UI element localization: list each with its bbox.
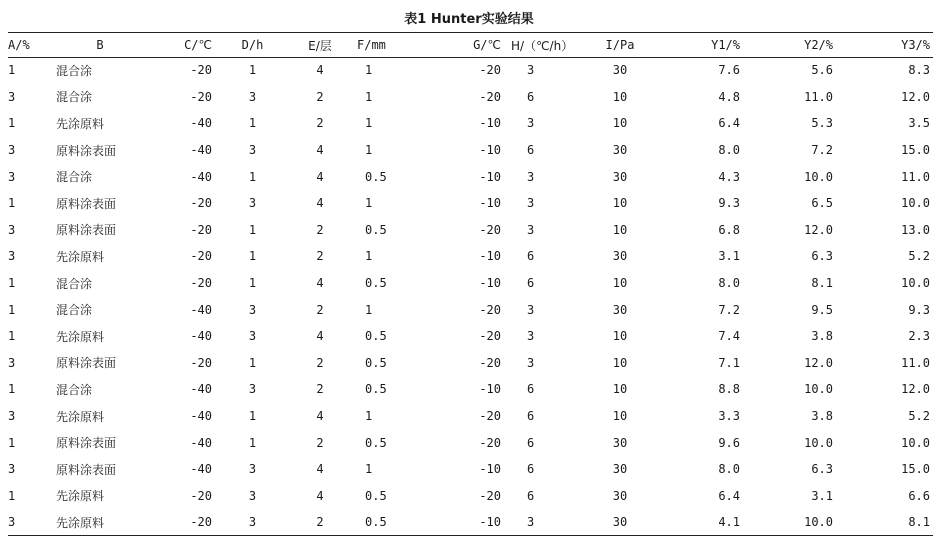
cell-y3: 13.0 — [901, 222, 930, 237]
cell-y3: 9.3 — [908, 302, 930, 317]
table-row — [8, 323, 933, 350]
cell-e: 2 — [316, 382, 324, 397]
cell-y3: 6.6 — [908, 488, 930, 503]
cell-a: 1 — [8, 329, 16, 344]
cell-f: 0.5 — [365, 276, 387, 291]
results-table — [8, 33, 933, 536]
cell-e: 2 — [316, 435, 324, 450]
cell-h: 3 — [527, 515, 535, 530]
cell-i: 10 — [612, 196, 628, 211]
cell-b: 混合涂 — [56, 303, 93, 318]
cell-d: 3 — [248, 302, 257, 317]
cell-d: 3 — [248, 382, 257, 397]
cell-h: 3 — [527, 329, 535, 344]
cell-i: 10 — [612, 329, 628, 344]
cell-g: -10 — [479, 196, 501, 211]
cell-y3: 12.0 — [901, 89, 930, 104]
table-row — [8, 190, 933, 217]
cell-y2: 3.8 — [811, 409, 833, 424]
table-body — [8, 57, 933, 536]
cell-d: 3 — [248, 462, 257, 477]
cell-y3: 5.2 — [908, 409, 930, 424]
cell-f: 1 — [365, 302, 373, 317]
cell-c: -20 — [190, 488, 212, 503]
cell-a: 1 — [8, 276, 16, 291]
cell-f: 1 — [365, 249, 373, 264]
cell-a: 3 — [8, 462, 16, 477]
cell-g: -20 — [479, 329, 501, 344]
cell-g: -20 — [479, 435, 501, 450]
cell-i: 30 — [612, 249, 628, 264]
table-row — [8, 84, 933, 111]
cell-e: 4 — [316, 143, 324, 158]
cell-d: 3 — [248, 196, 257, 211]
table-row — [8, 509, 933, 536]
cell-d: 1 — [248, 63, 257, 78]
cell-e: 2 — [316, 222, 324, 237]
cell-i: 30 — [612, 143, 628, 158]
cell-d: 1 — [248, 409, 257, 424]
cell-y2: 11.0 — [804, 89, 833, 104]
cell-c: -40 — [190, 409, 212, 424]
cell-y2: 12.0 — [804, 355, 833, 370]
cell-y3: 11.0 — [901, 355, 930, 370]
cell-y3: 15.0 — [901, 143, 930, 158]
cell-g: -20 — [479, 222, 501, 237]
cell-y3: 12.0 — [901, 382, 930, 397]
cell-c: -40 — [190, 382, 212, 397]
cell-y1: 6.4 — [718, 116, 740, 131]
cell-a: 3 — [8, 515, 16, 530]
cell-y1: 3.1 — [718, 249, 740, 264]
cell-y2: 5.6 — [811, 63, 833, 78]
cell-f: 0.5 — [365, 355, 387, 370]
cell-y2: 6.3 — [811, 462, 833, 477]
cell-d: 3 — [248, 488, 257, 503]
cell-g: -20 — [479, 63, 501, 78]
cell-b: 混合涂 — [56, 170, 93, 185]
cell-y3: 15.0 — [901, 462, 930, 477]
cell-y2: 12.0 — [804, 222, 833, 237]
cell-y1: 4.3 — [718, 169, 740, 184]
cell-h: 6 — [527, 409, 535, 424]
cell-d: 1 — [248, 222, 257, 237]
cell-i: 10 — [612, 409, 628, 424]
cell-g: -10 — [479, 249, 501, 264]
cell-y1: 8.0 — [718, 462, 740, 477]
col-header-f: F/mm — [357, 38, 386, 52]
cell-b: 先涂原料 — [56, 249, 105, 264]
cell-f: 1 — [365, 462, 373, 477]
col-header-d: D/h — [241, 38, 264, 52]
col-header-a: A/% — [8, 38, 30, 52]
cell-g: -10 — [479, 143, 501, 158]
cell-g: -10 — [479, 169, 501, 184]
cell-i: 10 — [612, 222, 628, 237]
cell-c: -40 — [190, 329, 212, 344]
cell-a: 3 — [8, 143, 16, 158]
cell-c: -40 — [190, 462, 212, 477]
cell-y3: 11.0 — [901, 169, 930, 184]
cell-y2: 10.0 — [804, 169, 833, 184]
cell-g: -10 — [479, 276, 501, 291]
cell-f: 0.5 — [365, 222, 387, 237]
cell-y2: 10.0 — [804, 382, 833, 397]
table-row — [8, 270, 933, 297]
cell-y3: 10.0 — [901, 276, 930, 291]
table-row — [8, 163, 933, 190]
cell-y2: 7.2 — [811, 143, 833, 158]
cell-d: 1 — [248, 355, 257, 370]
col-header-e: E/层 — [308, 38, 332, 53]
table-row — [8, 217, 933, 244]
cell-c: -40 — [190, 435, 212, 450]
cell-b: 先涂原料 — [56, 409, 105, 424]
cell-y3: 5.2 — [908, 249, 930, 264]
cell-a: 1 — [8, 116, 16, 131]
cell-g: -10 — [479, 382, 501, 397]
cell-b: 先涂原料 — [56, 116, 105, 131]
cell-e: 4 — [316, 462, 324, 477]
cell-h: 6 — [527, 435, 535, 450]
cell-h: 3 — [527, 63, 535, 78]
cell-i: 30 — [612, 63, 628, 78]
cell-e: 4 — [316, 488, 324, 503]
cell-h: 3 — [527, 222, 535, 237]
cell-c: -20 — [190, 515, 212, 530]
cell-f: 0.5 — [365, 329, 387, 344]
cell-y3: 10.0 — [901, 196, 930, 211]
cell-y3: 8.1 — [908, 515, 930, 530]
cell-i: 30 — [612, 302, 628, 317]
cell-e: 2 — [316, 355, 324, 370]
cell-d: 1 — [248, 435, 257, 450]
cell-i: 10 — [612, 89, 628, 104]
cell-b: 原料涂表面 — [56, 356, 117, 371]
cell-h: 3 — [527, 302, 535, 317]
cell-y1: 6.4 — [718, 488, 740, 503]
cell-e: 4 — [316, 409, 324, 424]
cell-i: 30 — [612, 462, 628, 477]
cell-y1: 3.3 — [718, 409, 740, 424]
cell-h: 6 — [527, 89, 535, 104]
table-row — [8, 110, 933, 137]
cell-i: 30 — [612, 488, 628, 503]
cell-y1: 7.6 — [718, 63, 740, 78]
cell-g: -20 — [479, 89, 501, 104]
cell-f: 0.5 — [365, 488, 387, 503]
cell-b: 先涂原料 — [56, 489, 105, 504]
col-header-b: B — [96, 38, 104, 52]
table-row — [8, 403, 933, 430]
cell-y1: 6.8 — [718, 222, 740, 237]
cell-e: 2 — [316, 515, 324, 530]
cell-y2: 10.0 — [804, 515, 833, 530]
cell-d: 3 — [248, 89, 257, 104]
cell-a: 1 — [8, 382, 16, 397]
cell-e: 2 — [316, 302, 324, 317]
cell-d: 3 — [248, 515, 257, 530]
table-row — [8, 456, 933, 483]
cell-c: -20 — [190, 276, 212, 291]
cell-i: 10 — [612, 382, 628, 397]
cell-y2: 5.3 — [811, 116, 833, 131]
cell-a: 3 — [8, 169, 16, 184]
cell-a: 3 — [8, 409, 16, 424]
cell-i: 30 — [612, 515, 628, 530]
cell-h: 6 — [527, 382, 535, 397]
cell-a: 3 — [8, 355, 16, 370]
cell-y3: 10.0 — [901, 435, 930, 450]
table-row — [8, 296, 933, 323]
cell-b: 原料涂表面 — [56, 462, 117, 477]
cell-a: 1 — [8, 302, 16, 317]
cell-a: 3 — [8, 89, 16, 104]
cell-y1: 8.0 — [718, 276, 740, 291]
cell-a: 1 — [8, 196, 16, 211]
cell-b: 原料涂表面 — [56, 436, 117, 451]
cell-i: 10 — [612, 116, 628, 131]
cell-h: 6 — [527, 462, 535, 477]
cell-c: -20 — [190, 249, 212, 264]
cell-y1: 4.1 — [718, 515, 740, 530]
cell-y1: 9.3 — [718, 196, 740, 211]
cell-d: 3 — [248, 143, 257, 158]
cell-g: -10 — [479, 462, 501, 477]
cell-a: 3 — [8, 222, 16, 237]
cell-e: 2 — [316, 249, 324, 264]
cell-i: 30 — [612, 169, 628, 184]
cell-y2: 3.8 — [811, 329, 833, 344]
cell-a: 1 — [8, 488, 16, 503]
cell-g: -20 — [479, 488, 501, 503]
table-row — [8, 243, 933, 270]
table-row — [8, 376, 933, 403]
cell-c: -20 — [190, 222, 212, 237]
table-row — [8, 483, 933, 510]
cell-f: 1 — [365, 116, 373, 131]
table-row — [8, 429, 933, 456]
cell-f: 0.5 — [365, 382, 387, 397]
col-header-c: C/℃ — [184, 38, 212, 52]
cell-y1: 4.8 — [718, 89, 740, 104]
cell-b: 先涂原料 — [56, 515, 105, 530]
cell-y2: 6.5 — [811, 196, 833, 211]
cell-d: 1 — [248, 249, 257, 264]
cell-h: 3 — [527, 169, 535, 184]
cell-e: 2 — [316, 89, 324, 104]
cell-c: -20 — [190, 196, 212, 211]
cell-g: -20 — [479, 355, 501, 370]
header-row — [8, 33, 933, 57]
cell-a: 3 — [8, 249, 16, 264]
cell-a: 1 — [8, 435, 16, 450]
cell-b: 混合涂 — [56, 276, 93, 291]
cell-e: 4 — [316, 196, 324, 211]
col-header-y1: Y1/% — [711, 38, 740, 52]
cell-d: 3 — [248, 329, 257, 344]
cell-d: 1 — [248, 169, 257, 184]
cell-e: 4 — [316, 63, 324, 78]
cell-i: 10 — [612, 276, 628, 291]
cell-y1: 7.4 — [718, 329, 740, 344]
cell-h: 6 — [527, 488, 535, 503]
cell-h: 6 — [527, 249, 535, 264]
cell-b: 混合涂 — [56, 90, 93, 105]
cell-h: 6 — [527, 276, 535, 291]
cell-c: -40 — [190, 302, 212, 317]
cell-y2: 3.1 — [811, 488, 833, 503]
cell-b: 原料涂表面 — [56, 143, 117, 158]
cell-h: 6 — [527, 143, 535, 158]
cell-f: 1 — [365, 89, 373, 104]
cell-b: 混合涂 — [56, 63, 93, 78]
cell-c: -20 — [190, 355, 212, 370]
cell-g: -20 — [479, 409, 501, 424]
cell-y1: 8.8 — [718, 382, 740, 397]
col-header-i: I/Pa — [605, 38, 635, 52]
cell-b: 先涂原料 — [56, 329, 105, 344]
cell-f: 0.5 — [365, 435, 387, 450]
cell-a: 1 — [8, 63, 16, 78]
cell-g: -10 — [479, 116, 501, 131]
cell-c: -40 — [190, 116, 212, 131]
cell-e: 4 — [316, 169, 324, 184]
cell-e: 4 — [316, 276, 324, 291]
table-title: 表1 Hunter实验结果 — [404, 12, 534, 27]
cell-y2: 9.5 — [811, 302, 833, 317]
cell-d: 1 — [248, 116, 257, 131]
col-header-y2: Y2/% — [804, 38, 833, 52]
cell-e: 2 — [316, 116, 324, 131]
cell-b: 混合涂 — [56, 382, 93, 397]
cell-c: -20 — [190, 89, 212, 104]
cell-f: 0.5 — [365, 515, 387, 530]
cell-e: 4 — [316, 329, 324, 344]
cell-i: 10 — [612, 355, 628, 370]
cell-b: 原料涂表面 — [56, 223, 117, 238]
col-header-g: G/℃ — [473, 38, 501, 52]
cell-f: 0.5 — [365, 169, 387, 184]
cell-y1: 9.6 — [718, 435, 740, 450]
table-row — [8, 350, 933, 377]
cell-y2: 10.0 — [804, 435, 833, 450]
cell-b: 原料涂表面 — [56, 196, 117, 211]
cell-c: -40 — [190, 169, 212, 184]
cell-f: 1 — [365, 196, 373, 211]
col-header-y3: Y3/% — [901, 38, 930, 52]
cell-y1: 7.2 — [718, 302, 740, 317]
col-header-h: H/（℃/h） — [511, 38, 574, 53]
cell-y3: 3.5 — [908, 116, 930, 131]
cell-h: 3 — [527, 116, 535, 131]
cell-f: 1 — [365, 63, 373, 78]
cell-y3: 8.3 — [908, 63, 930, 78]
cell-h: 3 — [527, 196, 535, 211]
table-row — [8, 137, 933, 164]
cell-c: -40 — [190, 143, 212, 158]
cell-g: -20 — [479, 302, 501, 317]
cell-c: -20 — [190, 63, 212, 78]
cell-y2: 6.3 — [811, 249, 833, 264]
cell-f: 1 — [365, 409, 373, 424]
cell-f: 1 — [365, 143, 373, 158]
cell-i: 30 — [612, 435, 628, 450]
cell-y3: 2.3 — [908, 329, 930, 344]
cell-g: -10 — [479, 515, 501, 530]
cell-y1: 7.1 — [718, 355, 740, 370]
table-row — [8, 57, 933, 84]
cell-d: 1 — [248, 276, 257, 291]
cell-h: 3 — [527, 355, 535, 370]
cell-y1: 8.0 — [718, 143, 740, 158]
cell-y2: 8.1 — [811, 276, 833, 291]
